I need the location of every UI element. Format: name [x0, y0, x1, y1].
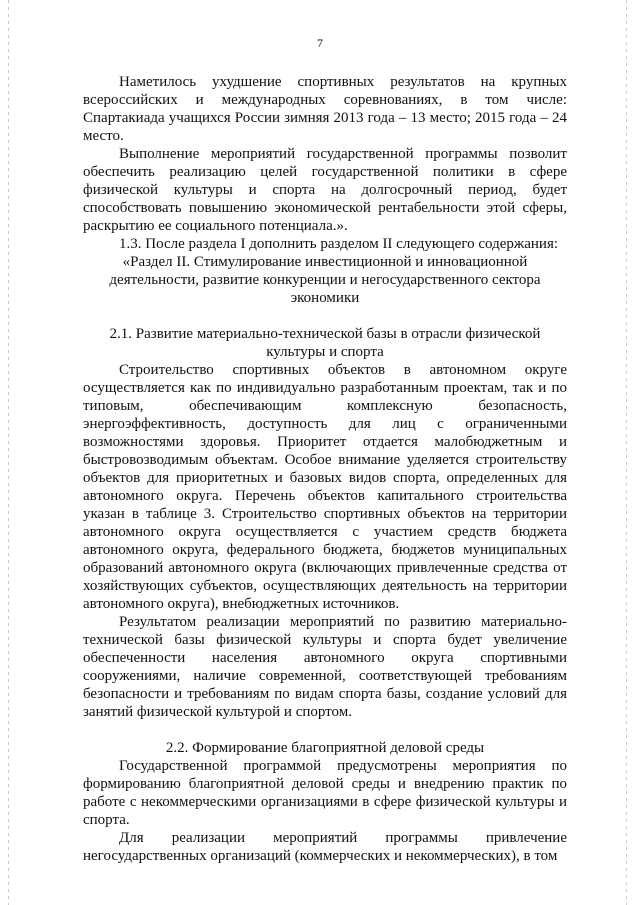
right-scan-edge: [626, 0, 627, 905]
spacer: [83, 721, 567, 739]
paragraph-6: Государственной программой предусмотрены мероприятия по формированию благоприятной деловой среды и внедрению практик по работе с некоммерческими организациями в сфере физической культуры и спорта.: [83, 758, 567, 828]
section-title: «Раздел II. Стимулирование инвестиционной и инновационной деятельности, развитие конкуренции и негосударственного сектора экономики: [109, 254, 541, 306]
paragraph-5: Результатом реализации мероприятий по развитию материально-технической базы физической культуры и спорта будет увеличение обеспеченности населения автономного округа спортивными сооружениями, наличие современной, соответствующей требованиям безопасности и требованиям по видам спорта базы, создание условий для занятий физической культурой и спортом.: [83, 614, 567, 720]
paragraph-1: Наметилось ухудшение спортивных результатов на крупных всероссийских и международных соревнованиях, в том числе: Спартакиада учащихся России зимняя 2013 года – 13 место; 2015 года – 24 место.: [83, 74, 567, 144]
subsection-2-2-title: 2.2. Формирование благоприятной деловой среды: [165, 740, 485, 756]
page-number: 7: [317, 36, 323, 50]
spacer: [83, 307, 567, 325]
left-scan-edge: [8, 0, 9, 905]
paragraph-3: 1.3. После раздела I дополнить разделом II следующего содержания:: [119, 236, 559, 252]
paragraph-4: Строительство спортивных объектов в автономном округе осуществляется как по индивидуально разработанным проектам, так и по типовым, обеспечивающим комплексную безопасность, энергоэффективность, доступность для лиц с ограниченными возможностями здоровья. Приоритет отдается малобюджетным и быстровозводимым объектам. Особое внимание уделяется строительству объектов для приоритетных и базовых видов спорта, определенных для автономного округа. Перечень объектов капитального строительства указан в таблице 3. Строительство спортивных объектов на территории автономного округа осуществляется с участием средств бюджета автономного округа, федерального бюджета, бюджетов муниципальных образований автономного округа (включающих привлеченные средства от хозяйствующих субъектов, осуществляющих деятельность на территории автономного округа), внебюджетных источников.: [83, 362, 567, 612]
subsection-2-1-title: 2.1. Развитие материально-технической базы в отрасли физической культуры и спорта: [109, 326, 541, 360]
document-body: [83, 73, 567, 865]
paragraph-2: Выполнение мероприятий государственной программы позволит обеспечить реализацию целей государственной политики в сфере физической культуры и спорта на долгосрочный период, будет способствовать повышению экономической рентабельности этой сферы, раскрытию ее социального потенциала.».: [83, 146, 567, 234]
paragraph-7: Для реализации мероприятий программы привлечение негосударственных организаций (коммерческих и некоммерческих), в том: [83, 830, 567, 864]
